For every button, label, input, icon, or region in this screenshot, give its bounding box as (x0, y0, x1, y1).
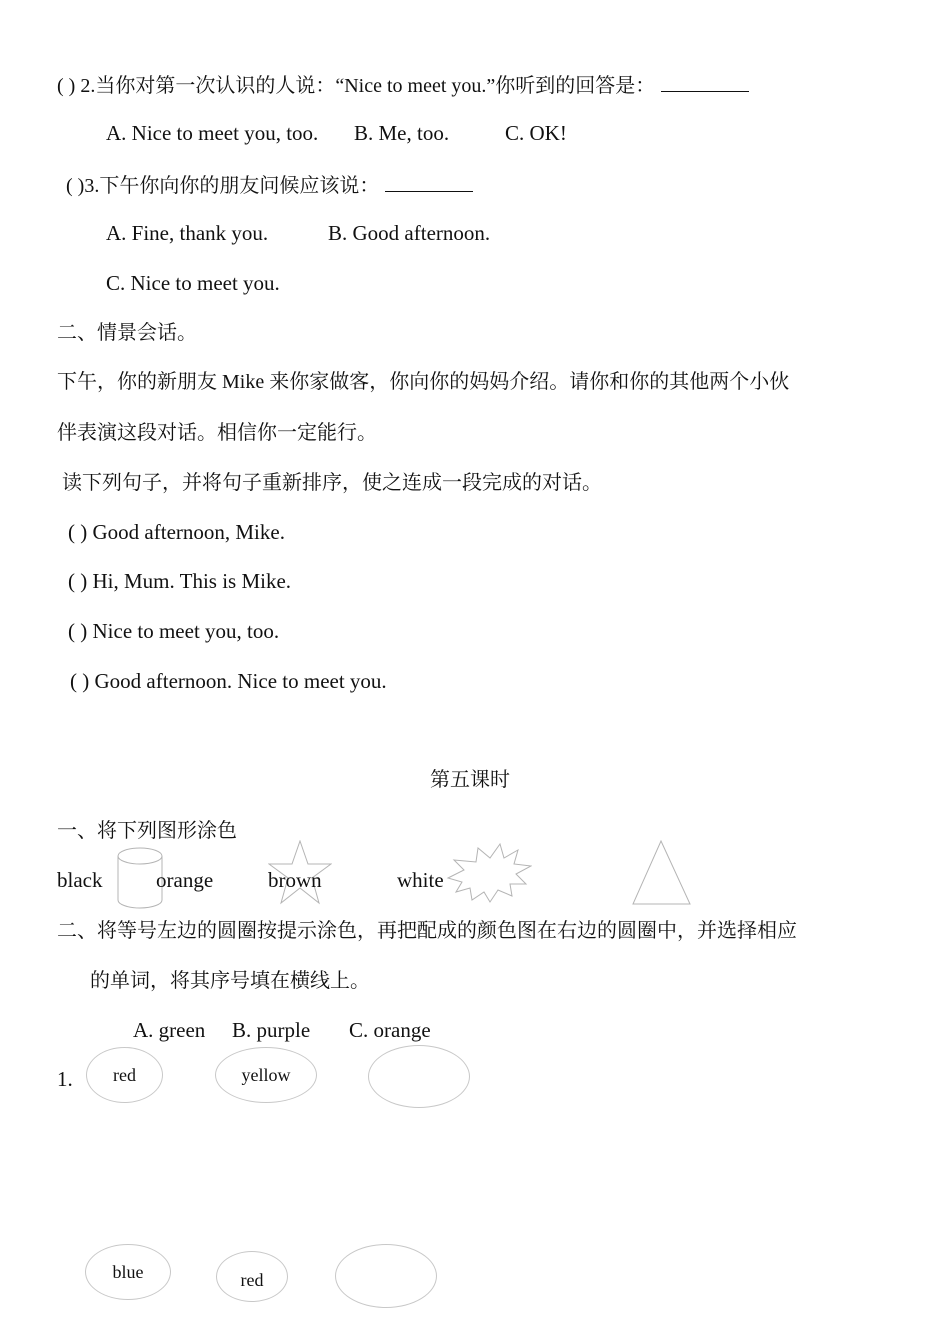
q2-option-a: A. Nice to meet you, too. (106, 121, 319, 145)
left-circle[interactable] (85, 1244, 171, 1300)
q3-option-b: B. Good afternoon. (328, 221, 491, 245)
q3-option-c: C. Nice to meet you. (106, 271, 280, 295)
section-heading: 二、情景会话。 (57, 320, 197, 344)
q2-option-c: C. OK! (505, 121, 567, 145)
middle-circle[interactable] (216, 1251, 288, 1302)
middle-circle[interactable] (215, 1047, 317, 1103)
row-number: 1. (57, 1067, 73, 1091)
question-2 (57, 73, 749, 96)
order-paren[interactable]: ( ) (68, 520, 88, 544)
mix-colors-heading-line-2: 的单词，将其序号填在横线上。 (90, 968, 370, 992)
sentence-text: Hi, Mum. This is Mike. (92, 569, 292, 593)
circle-label: red (113, 1064, 136, 1085)
order-paren[interactable]: ( ) (70, 669, 90, 693)
result-circle[interactable] (368, 1045, 470, 1108)
sentence-text: Good afternoon, Mike. (92, 520, 285, 544)
dialogue-sentence (68, 522, 285, 543)
choice-b: B. purple (232, 1018, 311, 1042)
circle-label: yellow (241, 1064, 291, 1085)
choice-c: C. orange (349, 1018, 431, 1042)
dialogue-sentence (68, 621, 279, 642)
circle-label: red (240, 1270, 264, 1290)
reorder-instruction: 读下列句子，并将句子重新排序，使之连成一段完成的对话。 (62, 470, 602, 494)
sentence-text: Good afternoon. Nice to meet you. (94, 669, 387, 693)
order-paren[interactable]: ( ) (68, 569, 88, 593)
question-stem: 3.下午你向你的朋友问候应该说： (84, 175, 380, 197)
circle-label: blue (112, 1261, 144, 1282)
answer-paren[interactable]: ( ) (57, 75, 76, 97)
choice-a: A. green (133, 1018, 206, 1042)
q3-option-a: A. Fine, thank you. (106, 221, 269, 245)
sentence-text: Nice to meet you, too. (92, 619, 280, 643)
scenario-text-line-1: 下午，你的新朋友 Mike 来你家做客，你向你的妈妈介绍。请你和你的其他两个小伙 (57, 371, 790, 393)
answer-blank[interactable] (385, 173, 473, 192)
color-word-white: white (397, 868, 444, 892)
dialogue-sentence (68, 571, 291, 592)
order-paren[interactable]: ( ) (68, 619, 88, 643)
left-circle[interactable] (86, 1047, 163, 1103)
color-word-orange: orange (156, 868, 214, 892)
question-stem: 2.当你对第一次认识的人说：“Nice to meet you.”你听到的回答是： (80, 75, 656, 97)
color-word-brown: brown (268, 868, 322, 892)
burst-icon[interactable] (446, 840, 532, 904)
color-shapes-heading: 一、将下列图形涂色 (57, 818, 237, 842)
triangle-icon[interactable] (632, 840, 692, 906)
question-3 (66, 173, 473, 196)
lesson-title: 第五课时 (430, 767, 510, 791)
color-word-black: black (57, 868, 103, 892)
mix-colors-heading-line-1: 二、将等号左边的圆圈按提示涂色，再把配成的颜色图在右边的圆圈中，并选择相应 (57, 918, 797, 942)
answer-blank[interactable] (661, 73, 749, 92)
dialogue-sentence (70, 671, 387, 692)
q2-option-b: B. Me, too. (354, 121, 450, 145)
result-circle[interactable] (335, 1244, 437, 1308)
answer-paren[interactable]: ( ) (66, 175, 85, 197)
scenario-text-line-2: 伴表演这段对话。相信你一定能行。 (57, 420, 377, 444)
